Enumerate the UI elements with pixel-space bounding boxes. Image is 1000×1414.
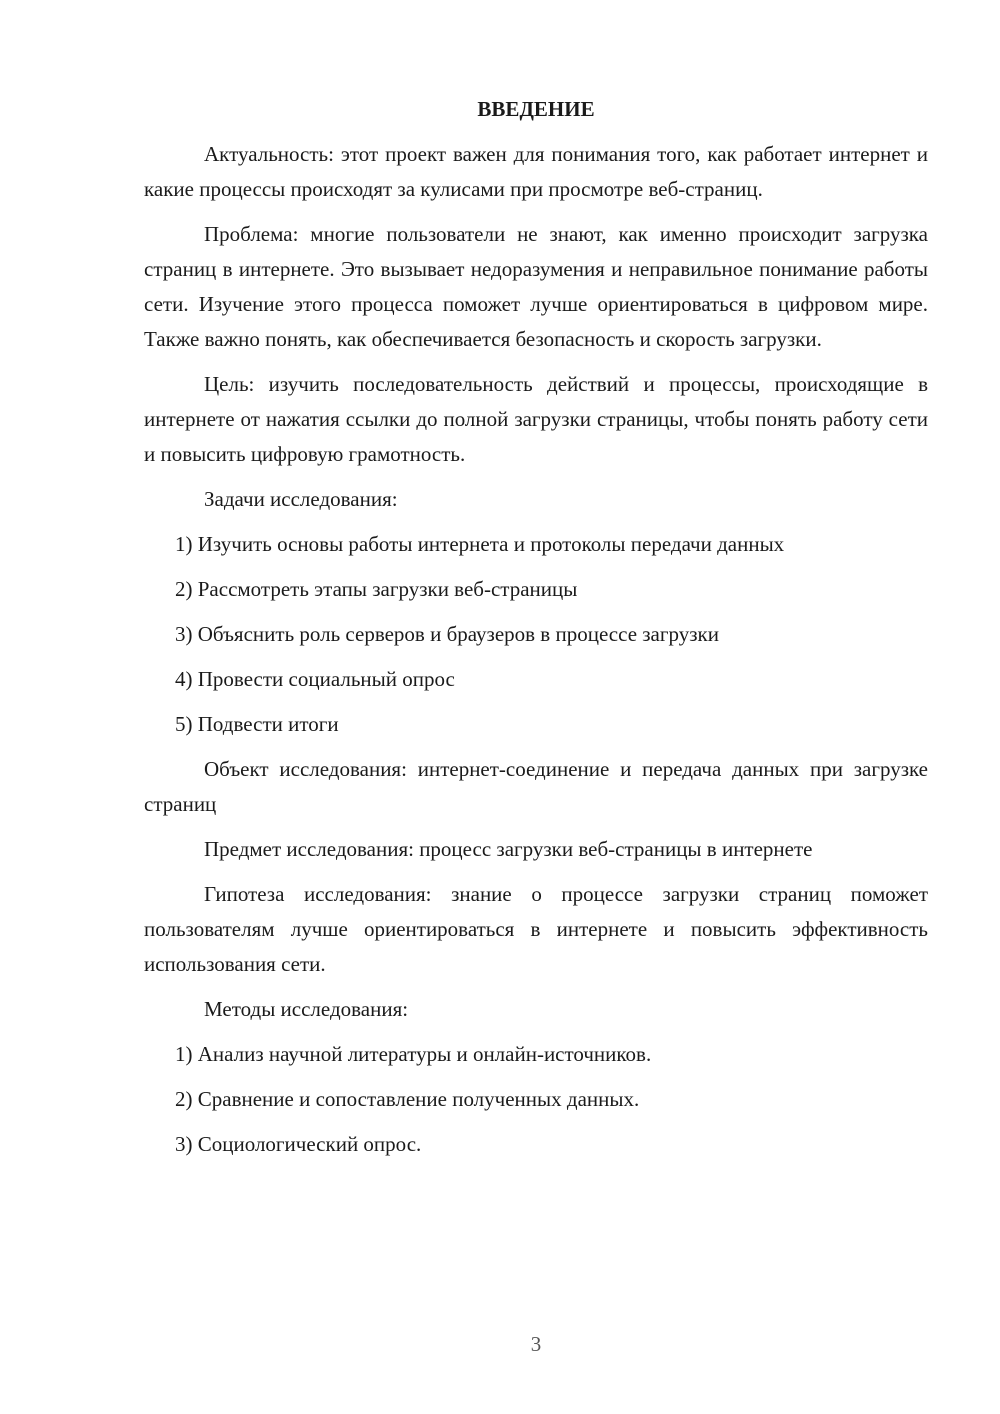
tasks-heading: Задачи исследования: xyxy=(204,487,398,511)
document-page xyxy=(144,92,928,1172)
task-item: 1) Изучить основы работы интернета и протоколы передачи данных xyxy=(175,532,785,556)
task-item: 2) Рассмотреть этапы загрузки веб-страницы xyxy=(175,577,578,601)
hypothesis-paragraph: Гипотеза исследования: знание о процессе загрузки страниц поможет пользователям лучше ориентироваться в интернете и повысить эффективность использования сети. xyxy=(144,882,928,976)
methods-heading: Методы исследования: xyxy=(204,997,409,1021)
page-title: ВВЕДЕНИЕ xyxy=(477,97,595,121)
tasks-list xyxy=(144,527,928,742)
task-item: 5) Подвести итоги xyxy=(175,712,339,736)
task-item: 4) Провести социальный опрос xyxy=(175,667,455,691)
subject-paragraph: Предмет исследования: процесс загрузки веб-страницы в интернете xyxy=(204,837,813,861)
goal-paragraph: Цель: изучить последовательность действий и процессы, происходящие в интернете от нажатия ссылки до полной загрузки страницы, чтобы понять работу сети и повысить цифровую грамотность. xyxy=(144,372,928,466)
page-number: 3 xyxy=(530,1332,542,1356)
relevance-paragraph: Актуальность: этот проект важен для понимания того, как работает интернет и какие процессы происходят за кулисами при просмотре веб-страниц. xyxy=(144,142,928,201)
method-item: 3) Социологический опрос. xyxy=(175,1132,422,1156)
task-item: 3) Объяснить роль серверов и браузеров в процессе загрузки xyxy=(175,622,719,646)
method-item: 2) Сравнение и сопоставление полученных данных. xyxy=(175,1087,640,1111)
methods-list xyxy=(144,1037,928,1162)
method-item: 1) Анализ научной литературы и онлайн-источников. xyxy=(175,1042,652,1066)
problem-paragraph: Проблема: многие пользователи не знают, как именно происходит загрузка страниц в интернете. Это вызывает недоразумения и неправильное понимание работы сети. Изучение этого процесса поможет лучше ориентироваться в цифровом мире. Также важно понять, как обеспечивается безопасность и скорость загрузки. xyxy=(144,222,928,351)
object-paragraph: Объект исследования: интернет-соединение и передача данных при загрузке страниц xyxy=(144,757,928,816)
